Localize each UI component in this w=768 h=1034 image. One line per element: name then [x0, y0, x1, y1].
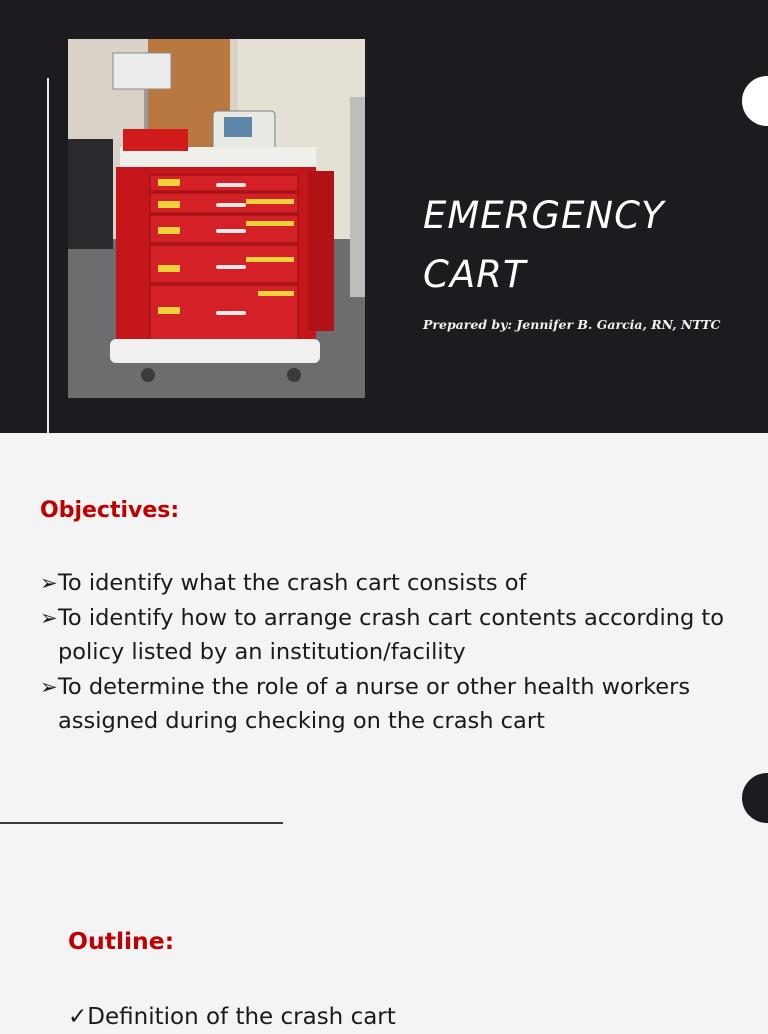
outline-heading: Outline: [68, 927, 175, 955]
crash-cart-photo [68, 39, 365, 398]
horizontal-divider [0, 822, 283, 824]
prepared-by-text: Prepared by: Jennifer B. Garcia, RN, NTTC [423, 317, 721, 332]
outline-text: Definition of the crash cart [87, 1004, 396, 1030]
list-item [40, 601, 730, 670]
title-slide [0, 0, 768, 433]
list-item [68, 1000, 396, 1034]
list-item [40, 670, 730, 739]
arrow-bullet-icon: ➢ [40, 605, 58, 630]
list-item [40, 566, 730, 601]
slide-tab-decoration [742, 773, 768, 823]
objective-text: To identify what the crash cart consists of [58, 570, 527, 596]
presentation-title [423, 186, 743, 304]
title-line-1: EMERGENCY [423, 194, 665, 237]
vertical-divider [47, 78, 49, 433]
check-bullet-icon: ✓ [68, 1004, 88, 1030]
objective-text: To identify how to arrange crash cart contents according to policy listed by an institution/facility [58, 604, 724, 665]
slide-tab-decoration [742, 76, 768, 126]
objectives-list [40, 566, 730, 739]
arrow-bullet-icon: ➢ [40, 674, 58, 699]
objective-text: To determine the role of a nurse or other health workers assigned during checking on the crash cart [58, 673, 691, 734]
objectives-heading: Objectives: [40, 498, 180, 523]
arrow-bullet-icon: ➢ [40, 571, 58, 595]
title-line-2: CART [423, 253, 527, 296]
